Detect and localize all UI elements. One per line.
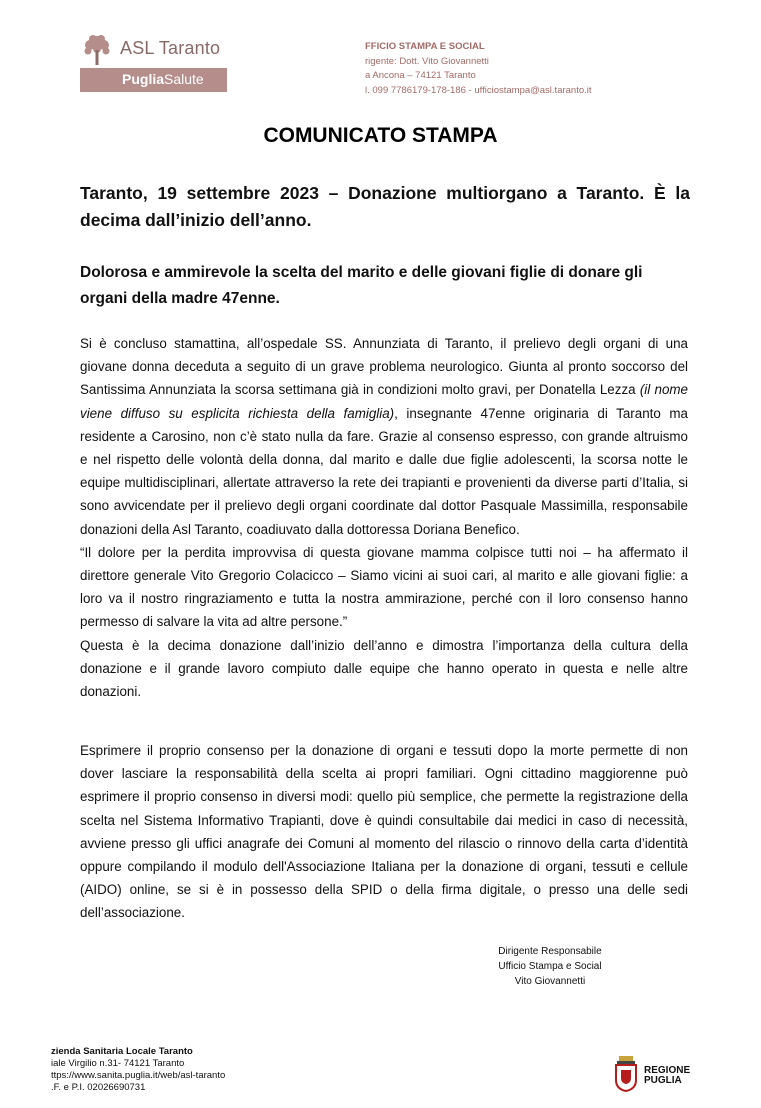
office-line: a Ancona – 74121 Taranto bbox=[365, 70, 476, 81]
logo-band bbox=[80, 68, 227, 92]
tree-icon bbox=[80, 32, 114, 66]
signature-office: Ufficio Stampa e Social bbox=[498, 961, 602, 972]
office-line: l. 099 7786179-178-186 - ufficiostampa@asl.taranto.it bbox=[365, 84, 592, 96]
footer bbox=[51, 1046, 311, 1094]
subheadline: Dolorosa e ammirevole la scelta del marito e delle giovani figlie di donare gli organi della madre 47enne. bbox=[80, 264, 643, 307]
office-line: rigente: Dott. Vito Giovannetti bbox=[365, 55, 489, 67]
italic-note: (il nome viene diffuso su esplicita richiesta della famiglia) bbox=[80, 382, 688, 421]
footer-organization: zienda Sanitaria Locale Taranto bbox=[51, 1046, 193, 1057]
crest-icon bbox=[614, 1056, 638, 1092]
signature-role: Dirigente Responsabile bbox=[498, 946, 602, 957]
press-office-info bbox=[365, 40, 592, 98]
signature-block bbox=[450, 944, 650, 989]
body-paragraph: Si è concluso stamattina, all’ospedale SS. Annunziata di Taranto, il prelievo degli organi di una giovane donna deceduta a seguito di un grave problema neurologico. Giunta al pronto soccorso del Santissima Annunziata la scorsa settimana già in condizioni molto gravi, per Donatella Lezza (il nome viene diffuso su esplicita richiesta della famiglia), insegnante 47enne originaria di Taranto ma residente a Carosino, non c’è stato nulla da fare. Grazie al consenso espresso, con grande altruismo e nel rispetto delle volontà della donna, dal marito e dalle due figlie adolescenti, la scorsa notte le equipe multidisciplinari, allertate attraverso la rete dei trapianti e provenienti da diverse parti d’Italia, si sono avvicendate per il prelievo degli organi coordinate dal dottor Pasquale Massimilla, responsabile donazioni della Asl Taranto, coadiuvato dalla dottoressa Doriana Benefico. bbox=[80, 336, 688, 537]
headline: Taranto, 19 settembre 2023 – Donazione multiorgano a Taranto. È la decima dall’inizio dell’anno. bbox=[80, 183, 690, 230]
region-text: REGIONE PUGLIA bbox=[644, 1065, 691, 1086]
body-section bbox=[80, 332, 688, 703]
logo-band-text: PugliaSalute bbox=[122, 71, 204, 87]
logo-name: ASL Taranto bbox=[120, 38, 221, 58]
footer-vat: .F. e P.I. 02026690731 bbox=[51, 1082, 146, 1093]
footer-address: iale Virgilio n.31- 74121 Taranto bbox=[51, 1058, 185, 1069]
signature-name: Vito Giovannetti bbox=[514, 976, 586, 987]
office-title: FFICIO STAMPA E SOCIAL bbox=[365, 41, 485, 52]
body-paragraph: “Il dolore per la perdita improvvisa di questa giovane mamma colpisce tutti noi – ha affermato il direttore generale Vito Gregorio Colacicco – Siamo vicini ai suoi cari, al marito e alle giovani figlie: a loro va il nostro ringraziamento e tutta la nostra ammirazione, perché con il loro consenso hanno permesso di salvare la vita ad altre persone.” bbox=[80, 544, 688, 630]
body-paragraph: Esprimere il proprio consenso per la donazione di organi e tessuti dopo la morte permette di non dover lasciare la responsabilità della scelta ai propri familiari. Ogni cittadino maggiorenne può esprimere il proprio consenso in diversi modi: quello più semplice, che permette la registrazione della scelta nel Sistema Informativo Trapianti, dove è quindi consultabile dai medici in caso di necessità, avviene presso gli uffici anagrafe dei Comuni al momento del rilascio o rinnovo della carta d’identità oppure compilando il modulo dell'Associazione Italiana per la donazione di organi, tessuti e cellule (AIDO) online, se si è in possesso della SPID o della firma digitale, o presso una delle sedi dell’associazione. bbox=[80, 743, 688, 921]
asl-taranto-logo bbox=[80, 30, 230, 94]
regione-puglia-logo bbox=[614, 1056, 694, 1096]
body-paragraph: Questa è la decima donazione dall’inizio dell’anno e dimostra l’importanza della cultura della donazione e il grande lavoro compiuto dalle equipe che hanno operato in questa e nelle altre donazioni. bbox=[80, 637, 688, 700]
document-title: COMUNICATO STAMPA bbox=[263, 124, 498, 147]
body-section bbox=[80, 739, 688, 925]
footer-website: ttps://www.sanita.puglia.it/web/asl-taranto bbox=[51, 1070, 226, 1081]
